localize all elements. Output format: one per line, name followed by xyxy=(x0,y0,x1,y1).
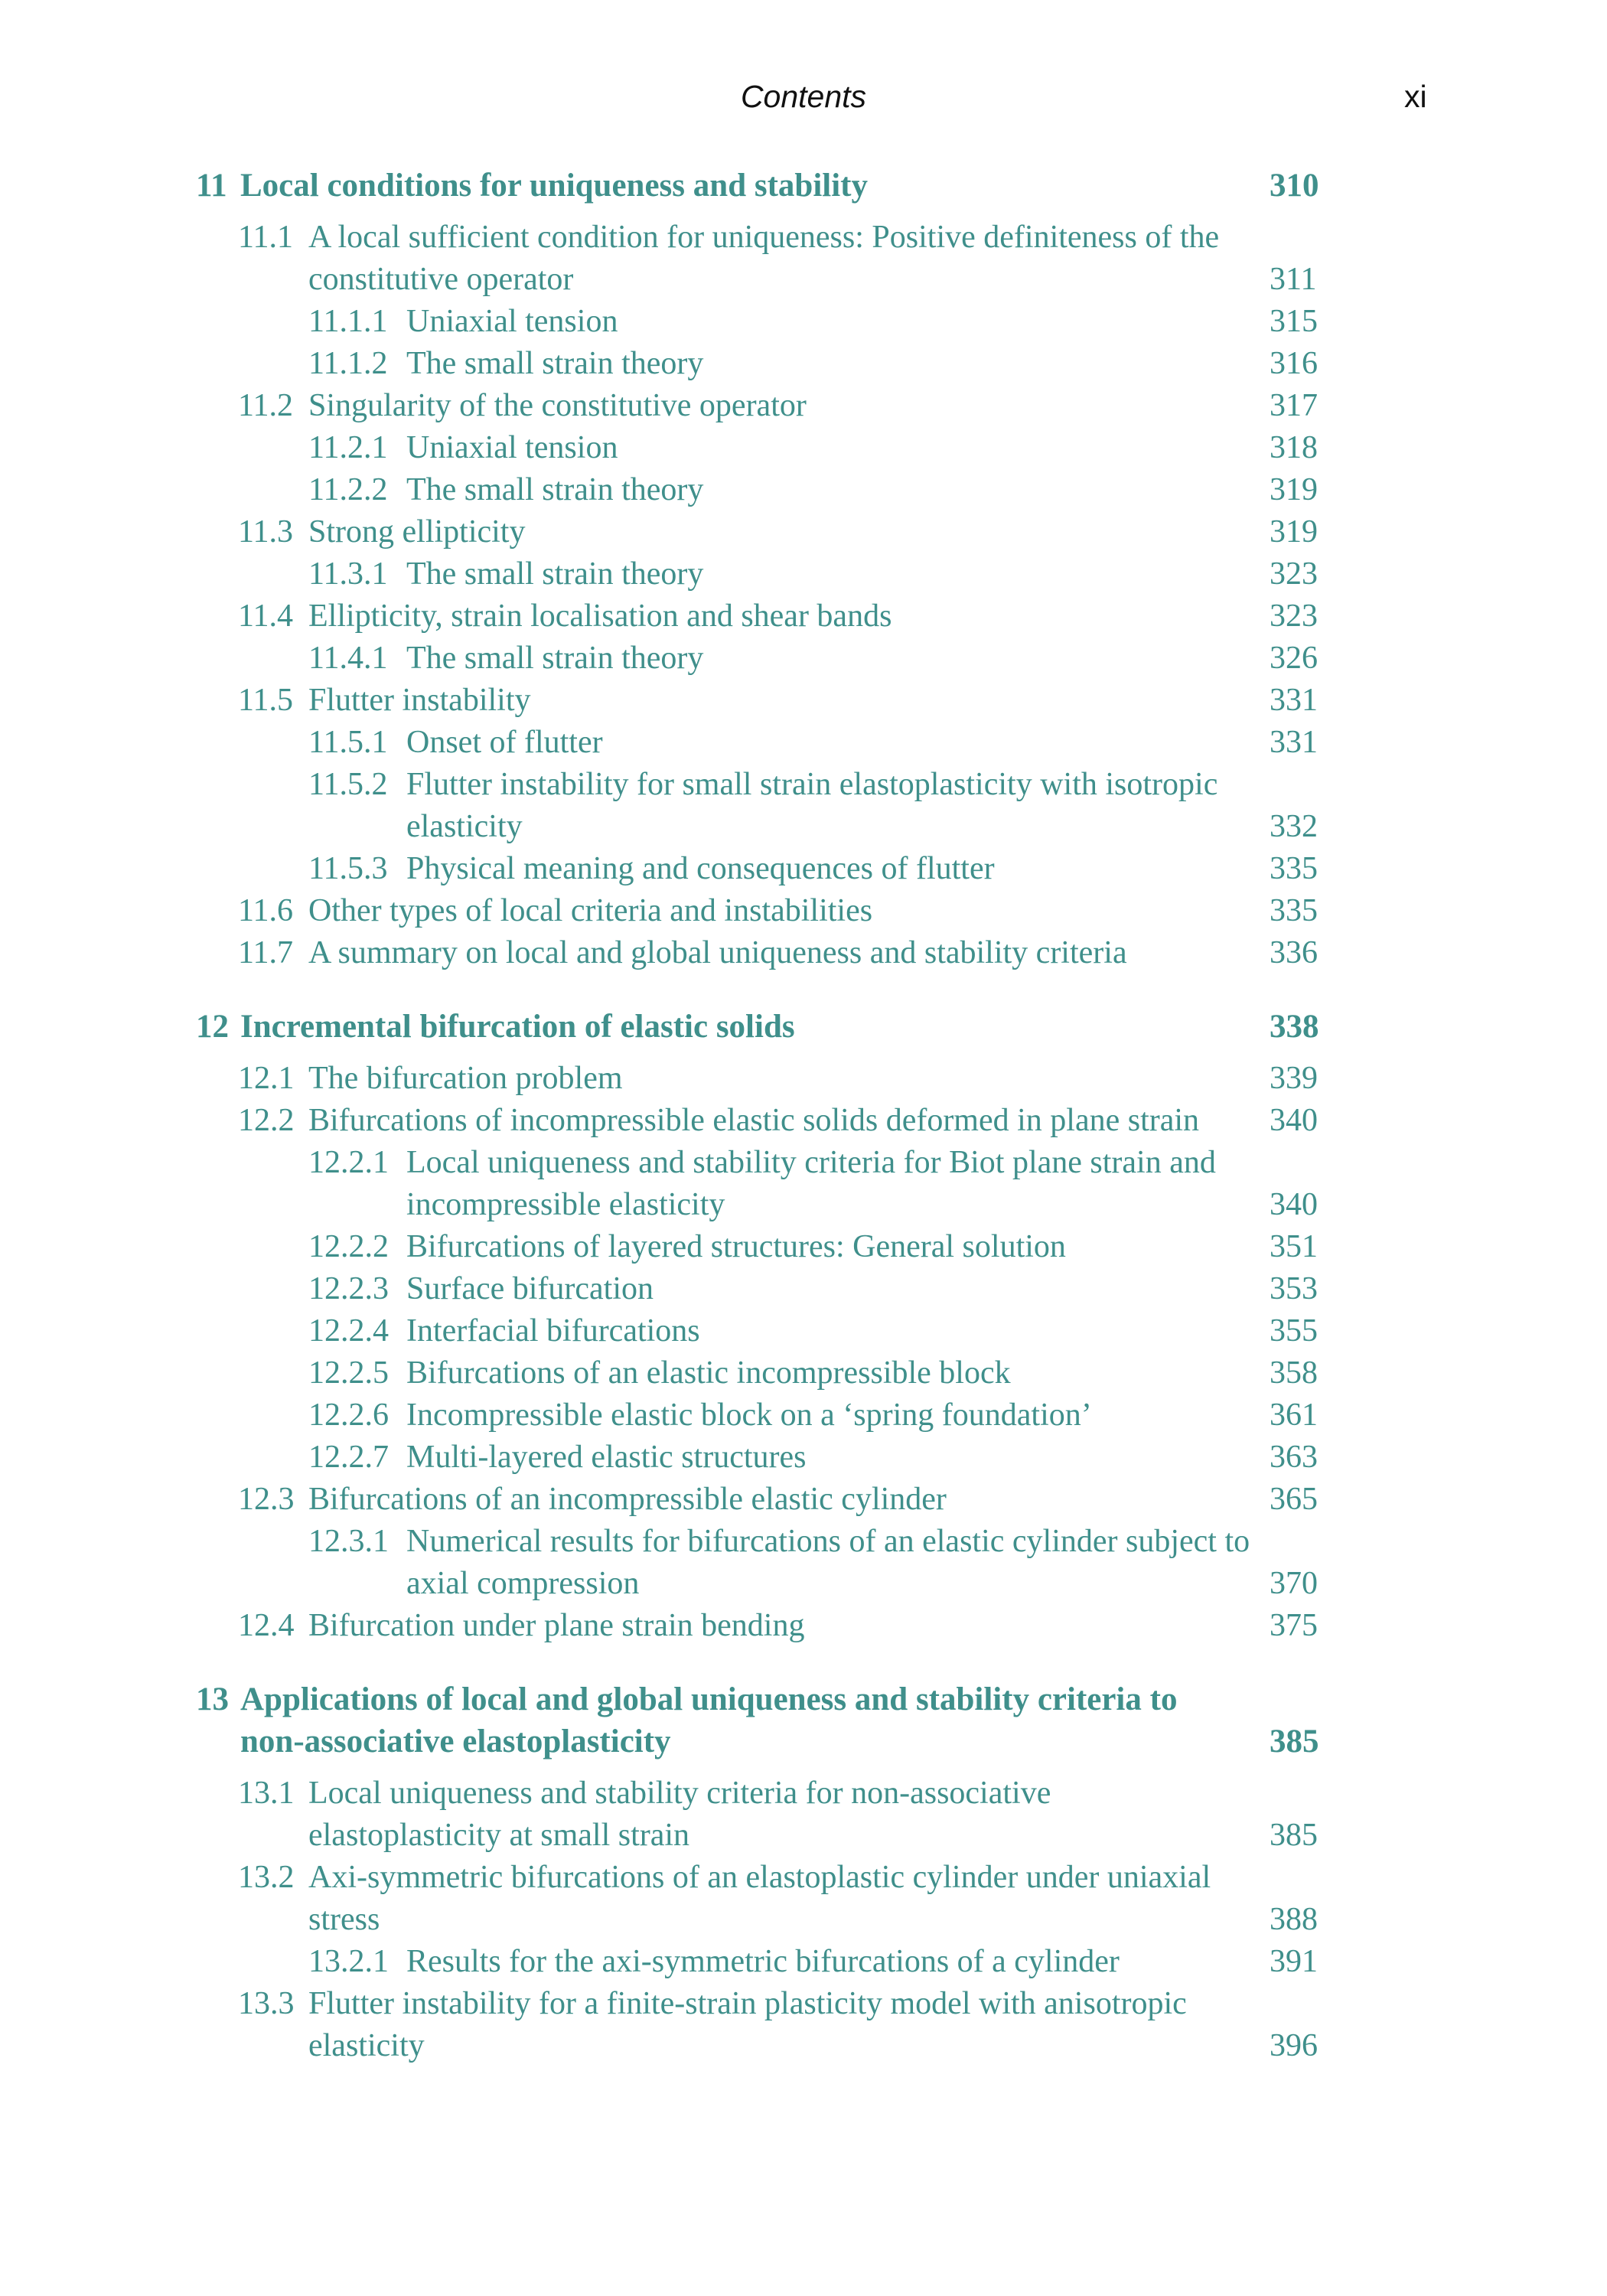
section-entry xyxy=(0,1100,1607,1142)
chapter-title: Incremental bifurcation of elastic solids xyxy=(240,1009,795,1045)
entry-page-number: 361 xyxy=(1270,1397,1318,1433)
section-entry xyxy=(0,511,1607,553)
entry-page-number: 388 xyxy=(1270,1902,1318,1937)
chapter-number: 11 xyxy=(196,168,227,204)
section-entry xyxy=(0,217,1607,301)
entry-page-number: 335 xyxy=(1270,893,1318,928)
subsection-number: 11.5.3 xyxy=(308,851,388,886)
entry-page-number: 340 xyxy=(1270,1187,1318,1222)
chapter-page-number: 385 xyxy=(1270,1724,1319,1760)
section-title: Bifurcations of incompressible elastic solids deformed in plane strain xyxy=(308,1103,1200,1138)
chapter-number: 12 xyxy=(196,1009,229,1045)
subsection-entry xyxy=(0,764,1607,848)
subsection-number: 12.2.6 xyxy=(308,1397,389,1433)
entry-page-number: 358 xyxy=(1270,1355,1318,1391)
section-list xyxy=(0,1058,1607,1647)
subsection-title: Bifurcations of layered structures: General solution xyxy=(406,1229,1066,1264)
section-title: Axi-symmetric bifurcations of an elastoplastic cylinder under uniaxial stress xyxy=(308,1860,1211,1937)
entry-page-number: 319 xyxy=(1270,514,1318,550)
subsection-number: 12.2.4 xyxy=(308,1313,389,1349)
subsection-number: 11.3.1 xyxy=(308,556,388,592)
subsection-entry xyxy=(0,638,1607,680)
section-title: A local sufficient condition for uniqueness: Positive definiteness of the constitutive operator xyxy=(308,220,1220,297)
subsection-number: 13.2.1 xyxy=(308,1944,389,1979)
table-of-contents xyxy=(0,165,1607,2099)
entry-page-number: 332 xyxy=(1270,809,1318,844)
section-number: 12.2 xyxy=(238,1103,295,1138)
subsection-number: 11.1.1 xyxy=(308,304,388,339)
entry-page-number: 336 xyxy=(1270,935,1318,970)
subsection-title: Numerical results for bifurcations of an elastic cylinder subject to axial compression xyxy=(406,1524,1250,1601)
subsection-entry xyxy=(0,1310,1607,1352)
entry-page-number: 375 xyxy=(1270,1608,1318,1643)
chapter-page-number: 310 xyxy=(1270,168,1319,204)
subsection-entry xyxy=(0,1437,1607,1479)
section-title: Ellipticity, strain localisation and shear bands xyxy=(308,598,892,634)
entry-page-number: 317 xyxy=(1270,388,1318,423)
entry-page-number: 340 xyxy=(1270,1103,1318,1138)
entry-page-number: 311 xyxy=(1270,262,1317,297)
subsection-title: The small strain theory xyxy=(406,346,704,381)
section-entry xyxy=(0,890,1607,932)
section-number: 11.2 xyxy=(238,388,293,423)
subsection-title: Local uniqueness and stability criteria for Biot plane strain and incompressible elasticity xyxy=(406,1145,1216,1222)
section-list xyxy=(0,217,1607,974)
section-title: Flutter instability for a finite-strain plasticity model with anisotropic elasticity xyxy=(308,1986,1187,2063)
subsection-number: 11.5.2 xyxy=(308,767,388,802)
subsection-title: Uniaxial tension xyxy=(406,304,618,339)
entry-page-number: 355 xyxy=(1270,1313,1318,1349)
entry-page-number: 351 xyxy=(1270,1229,1318,1264)
entry-page-number: 331 xyxy=(1270,683,1318,718)
subsection-entry xyxy=(0,553,1607,595)
subsection-entry xyxy=(0,1394,1607,1437)
subsection-title: Interfacial bifurcations xyxy=(406,1313,700,1349)
entry-page-number: 363 xyxy=(1270,1440,1318,1475)
subsection-number: 12.2.1 xyxy=(308,1145,389,1180)
section-entry xyxy=(0,1605,1607,1647)
section-title: Bifurcations of an incompressible elastic cylinder xyxy=(308,1482,947,1517)
entry-page-number: 335 xyxy=(1270,851,1318,886)
section-title: The bifurcation problem xyxy=(308,1061,623,1096)
section-number: 12.4 xyxy=(238,1608,295,1643)
chapter-title: Applications of local and global uniqueness and stability criteria to non-associative elastoplasticity xyxy=(240,1681,1178,1760)
section-title: Bifurcation under plane strain bending xyxy=(308,1608,805,1643)
section-entry xyxy=(0,1983,1607,2067)
section-number: 11.5 xyxy=(238,683,293,718)
section-number: 13.3 xyxy=(238,1986,295,2021)
running-head: Contents xyxy=(740,79,867,114)
subsection-entry xyxy=(0,1268,1607,1310)
section-number: 11.7 xyxy=(238,935,293,970)
subsection-entry xyxy=(0,427,1607,469)
subsection-number: 11.5.1 xyxy=(308,725,388,760)
section-number: 12.1 xyxy=(238,1061,295,1096)
section-number: 11.3 xyxy=(238,514,293,550)
chapter-title: Local conditions for uniqueness and stability xyxy=(240,168,868,204)
subsection-entry xyxy=(0,848,1607,890)
chapter-page-number: 338 xyxy=(1270,1009,1319,1045)
subsection-title: The small strain theory xyxy=(406,556,704,592)
section-number: 11.6 xyxy=(238,893,293,928)
subsection-number: 12.2.5 xyxy=(308,1355,389,1391)
section-number: 11.1 xyxy=(238,220,293,255)
section-title: Local uniqueness and stability criteria for non-associative elastoplasticity at small strain xyxy=(308,1776,1051,1853)
subsection-entry xyxy=(0,1521,1607,1605)
subsection-entry xyxy=(0,1352,1607,1394)
entry-page-number: 385 xyxy=(1270,1818,1318,1853)
subsection-number: 11.2.2 xyxy=(308,472,388,507)
subsection-entry xyxy=(0,1941,1607,1983)
subsection-number: 12.2.7 xyxy=(308,1440,389,1475)
section-number: 11.4 xyxy=(238,598,293,634)
subsection-entry xyxy=(0,722,1607,764)
section-title: Other types of local criteria and instabilities xyxy=(308,893,873,928)
toc-chapter xyxy=(0,1006,1607,1647)
subsection-title: Physical meaning and consequences of flutter xyxy=(406,851,995,886)
chapter-heading xyxy=(0,1678,1607,1763)
entry-page-number: 323 xyxy=(1270,556,1318,592)
section-entry xyxy=(0,1857,1607,1941)
entry-page-number: 318 xyxy=(1270,430,1318,465)
subsection-entry xyxy=(0,1226,1607,1268)
subsection-number: 12.2.2 xyxy=(308,1229,389,1264)
entry-page-number: 316 xyxy=(1270,346,1318,381)
section-number: 13.1 xyxy=(238,1776,295,1811)
subsection-entry xyxy=(0,1142,1607,1226)
entry-page-number: 391 xyxy=(1270,1944,1318,1979)
subsection-entry xyxy=(0,343,1607,385)
subsection-title: Incompressible elastic block on a ‘spring foundation’ xyxy=(406,1397,1092,1433)
section-list xyxy=(0,1773,1607,2067)
entry-page-number: 339 xyxy=(1270,1061,1318,1096)
subsection-number: 11.2.1 xyxy=(308,430,388,465)
entry-page-number: 370 xyxy=(1270,1566,1318,1601)
subsection-number: 11.1.2 xyxy=(308,346,388,381)
chapter-heading xyxy=(0,165,1607,207)
subsection-title: Onset of flutter xyxy=(406,725,603,760)
entry-page-number: 315 xyxy=(1270,304,1318,339)
subsection-entry xyxy=(0,469,1607,511)
entry-page-number: 319 xyxy=(1270,472,1318,507)
entry-page-number: 326 xyxy=(1270,641,1318,676)
subsection-title: Multi-layered elastic structures xyxy=(406,1440,807,1475)
section-title: Strong ellipticity xyxy=(308,514,526,550)
chapter-heading xyxy=(0,1006,1607,1048)
subsection-number: 11.4.1 xyxy=(308,641,388,676)
entry-page-number: 331 xyxy=(1270,725,1318,760)
chapter-number: 13 xyxy=(196,1681,229,1717)
subsection-number: 12.3.1 xyxy=(308,1524,389,1559)
subsection-title: Flutter instability for small strain elastoplasticity with isotropic elasticity xyxy=(406,767,1218,844)
toc-chapter xyxy=(0,1678,1607,2067)
subsection-title: Uniaxial tension xyxy=(406,430,618,465)
entry-page-number: 323 xyxy=(1270,598,1318,634)
section-entry xyxy=(0,1773,1607,1857)
section-entry xyxy=(0,680,1607,722)
subsection-title: Results for the axi-symmetric bifurcations of a cylinder xyxy=(406,1944,1120,1979)
section-entry xyxy=(0,595,1607,638)
section-entry xyxy=(0,385,1607,427)
section-title: Singularity of the constitutive operator xyxy=(308,388,807,423)
entry-page-number: 396 xyxy=(1270,2028,1318,2063)
subsection-title: The small strain theory xyxy=(406,472,704,507)
section-title: Flutter instability xyxy=(308,683,531,718)
section-entry xyxy=(0,1479,1607,1521)
section-entry xyxy=(0,1058,1607,1100)
entry-page-number: 353 xyxy=(1270,1271,1318,1306)
subsection-title: Surface bifurcation xyxy=(406,1271,654,1306)
subsection-title: The small strain theory xyxy=(406,641,704,676)
section-title: A summary on local and global uniqueness and stability criteria xyxy=(308,935,1127,970)
page-folio: xi xyxy=(1404,79,1427,114)
entry-page-number: 365 xyxy=(1270,1482,1318,1517)
section-number: 12.3 xyxy=(238,1482,295,1517)
subsection-title: Bifurcations of an elastic incompressible block xyxy=(406,1355,1011,1391)
section-entry xyxy=(0,932,1607,974)
toc-chapter xyxy=(0,165,1607,974)
section-number: 13.2 xyxy=(238,1860,295,1895)
subsection-number: 12.2.3 xyxy=(308,1271,389,1306)
subsection-entry xyxy=(0,301,1607,343)
